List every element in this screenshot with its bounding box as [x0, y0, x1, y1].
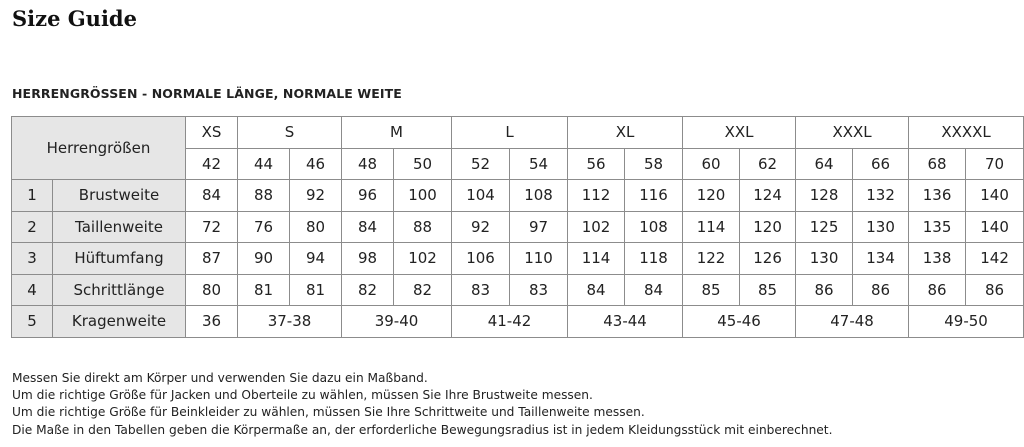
measurement-value: 140 [966, 211, 1024, 243]
measurement-value: 130 [796, 243, 853, 275]
measurement-label: Schrittlänge [53, 274, 186, 306]
size-table [11, 116, 1024, 338]
letter-size-header: XS [186, 117, 238, 149]
measurement-value: 86 [796, 274, 853, 306]
measurement-value: 138 [909, 243, 966, 275]
table-row [12, 211, 1024, 243]
numeric-size-header: 44 [238, 148, 290, 180]
corner-header: Herrengrößen [12, 117, 186, 180]
note-line: Um die richtige Größe für Beinkleider zu wählen, müssen Sie Ihre Schrittweite und Taillenweite messen. [12, 405, 645, 420]
measurement-value: 84 [342, 211, 394, 243]
table-row [12, 243, 1024, 275]
measurement-value: 140 [966, 180, 1024, 212]
measurement-value: 128 [796, 180, 853, 212]
measurement-value: 84 [186, 180, 238, 212]
letter-size-header: XXL [683, 117, 796, 149]
measurement-value: 122 [683, 243, 740, 275]
measurement-value: 86 [853, 274, 909, 306]
collar-size-value: 49-50 [909, 306, 1024, 338]
measurement-value: 85 [683, 274, 740, 306]
measurement-value: 80 [186, 274, 238, 306]
measurement-value: 83 [452, 274, 510, 306]
numeric-size-header: 54 [510, 148, 568, 180]
table-row [12, 306, 1024, 338]
measurement-value: 114 [683, 211, 740, 243]
measurement-value: 108 [625, 211, 683, 243]
letter-size-header: L [452, 117, 568, 149]
measurement-value: 83 [510, 274, 568, 306]
measurement-value: 72 [186, 211, 238, 243]
measurement-value: 87 [186, 243, 238, 275]
measurement-value: 118 [625, 243, 683, 275]
measurement-value: 108 [510, 180, 568, 212]
measurement-value: 134 [853, 243, 909, 275]
measurement-notes [12, 370, 832, 439]
row-number: 3 [12, 243, 53, 275]
row-number: 1 [12, 180, 53, 212]
measurement-value: 81 [290, 274, 342, 306]
measurement-value: 112 [568, 180, 625, 212]
measurement-label: Taillenweite [53, 211, 186, 243]
measurement-value: 92 [290, 180, 342, 212]
collar-size-value: 45-46 [683, 306, 796, 338]
note-line: Um die richtige Größe für Jacken und Oberteile zu wählen, müssen Sie Ihre Brustweite messen. [12, 388, 593, 403]
measurement-value: 97 [510, 211, 568, 243]
measurement-label: Brustweite [53, 180, 186, 212]
measurement-value: 86 [966, 274, 1024, 306]
measurement-value: 125 [796, 211, 853, 243]
collar-size-value: 37-38 [238, 306, 342, 338]
collar-size-value: 43-44 [568, 306, 683, 338]
row-number: 5 [12, 306, 53, 338]
collar-size-value: 41-42 [452, 306, 568, 338]
collar-size-value: 47-48 [796, 306, 909, 338]
table-row [12, 274, 1024, 306]
measurement-value: 90 [238, 243, 290, 275]
header-row-letter-sizes [12, 117, 1024, 149]
letter-size-header: XXXXL [909, 117, 1024, 149]
note-line: Die Maße in den Tabellen geben die Körpermaße an, der erforderliche Bewegungsradius ist in jedem Kleidungsstück mit einberechnet. [12, 422, 833, 437]
table-row [12, 180, 1024, 212]
numeric-size-header: 68 [909, 148, 966, 180]
numeric-size-header: 62 [740, 148, 796, 180]
numeric-size-header: 52 [452, 148, 510, 180]
measurement-value: 114 [568, 243, 625, 275]
measurement-value: 132 [853, 180, 909, 212]
letter-size-header: XXXL [796, 117, 909, 149]
note-line: Messen Sie direkt am Körper und verwenden Sie dazu ein Maßband. [12, 371, 428, 385]
measurement-value: 86 [909, 274, 966, 306]
measurement-value: 98 [342, 243, 394, 275]
measurement-label: Hüftumfang [53, 243, 186, 275]
measurement-value: 84 [625, 274, 683, 306]
letter-size-header: S [238, 117, 342, 149]
measurement-value: 126 [740, 243, 796, 275]
measurement-value: 116 [625, 180, 683, 212]
numeric-size-header: 64 [796, 148, 853, 180]
collar-size-value: 36 [186, 306, 238, 338]
measurement-value: 142 [966, 243, 1024, 275]
measurement-label: Kragenweite [53, 306, 186, 338]
measurement-value: 100 [394, 180, 452, 212]
row-number: 4 [12, 274, 53, 306]
measurement-value: 120 [683, 180, 740, 212]
measurement-value: 136 [909, 180, 966, 212]
measurement-value: 88 [238, 180, 290, 212]
measurement-value: 85 [740, 274, 796, 306]
row-number: 2 [12, 211, 53, 243]
measurement-value: 88 [394, 211, 452, 243]
measurement-value: 96 [342, 180, 394, 212]
letter-size-header: XL [568, 117, 683, 149]
numeric-size-header: 58 [625, 148, 683, 180]
measurement-value: 102 [568, 211, 625, 243]
collar-size-value: 39-40 [342, 306, 452, 338]
measurement-value: 81 [238, 274, 290, 306]
measurement-value: 82 [394, 274, 452, 306]
measurement-value: 82 [342, 274, 394, 306]
measurement-value: 120 [740, 211, 796, 243]
measurement-value: 102 [394, 243, 452, 275]
numeric-size-header: 46 [290, 148, 342, 180]
numeric-size-header: 48 [342, 148, 394, 180]
measurement-value: 92 [452, 211, 510, 243]
numeric-size-header: 56 [568, 148, 625, 180]
measurement-value: 80 [290, 211, 342, 243]
table-subtitle: HERRENGRÖSSEN - NORMALE LÄNGE, NORMALE WEITE [12, 86, 402, 101]
measurement-value: 94 [290, 243, 342, 275]
numeric-size-header: 60 [683, 148, 740, 180]
measurement-value: 76 [238, 211, 290, 243]
measurement-value: 135 [909, 211, 966, 243]
measurement-value: 84 [568, 274, 625, 306]
measurement-value: 130 [853, 211, 909, 243]
numeric-size-header: 42 [186, 148, 238, 180]
numeric-size-header: 66 [853, 148, 909, 180]
numeric-size-header: 70 [966, 148, 1024, 180]
letter-size-header: M [342, 117, 452, 149]
measurement-value: 124 [740, 180, 796, 212]
measurement-value: 106 [452, 243, 510, 275]
numeric-size-header: 50 [394, 148, 452, 180]
measurement-value: 110 [510, 243, 568, 275]
measurement-value: 104 [452, 180, 510, 212]
page-title: Size Guide [12, 6, 137, 31]
